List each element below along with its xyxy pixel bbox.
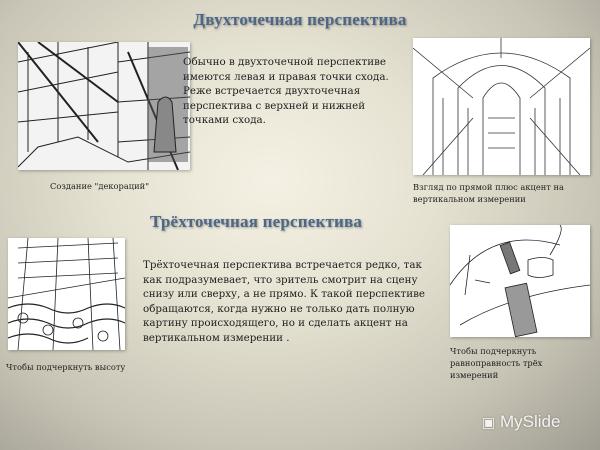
section1-left-caption: Создание "декораций" — [50, 181, 150, 191]
section1-text: Обычно в двухточечной перспективе имеются левая и правая точки схода. Реже встречается двухточечная перспектива с верхней и нижней точками схода. — [183, 56, 389, 126]
myslide-watermark: ▣ MySlide — [482, 412, 561, 431]
section1-right-caption: Взгляд по прямой плюс акцент на вертикальном измерении — [413, 182, 564, 204]
section1-title: Двухточечная перспектива — [193, 10, 407, 29]
section2-title: Трёхточечная перспектива — [150, 212, 363, 231]
tall-building-sketch-image — [8, 238, 125, 350]
section2-right-caption: Чтобы подчеркнуть равноправность трёх измерений — [450, 346, 543, 380]
section2-left-caption: Чтобы подчеркнуть высоту — [6, 362, 126, 372]
cathedral-sketch-image — [413, 38, 590, 175]
scaffold-sketch-image — [18, 42, 190, 170]
section2-text: Трёхточечная перспектива встречается редко, так как подразумевает, что зритель смотрит на сцену снизу или сверху, а не прямо. К такой перспективе обращаются, когда нужно не только дать полную картину происходящего, но и сделать акцент на вертикальном измерении . — [143, 259, 425, 344]
satellite-sketch-image — [450, 225, 590, 337]
watermark-logo-icon: ▣ — [482, 414, 496, 430]
